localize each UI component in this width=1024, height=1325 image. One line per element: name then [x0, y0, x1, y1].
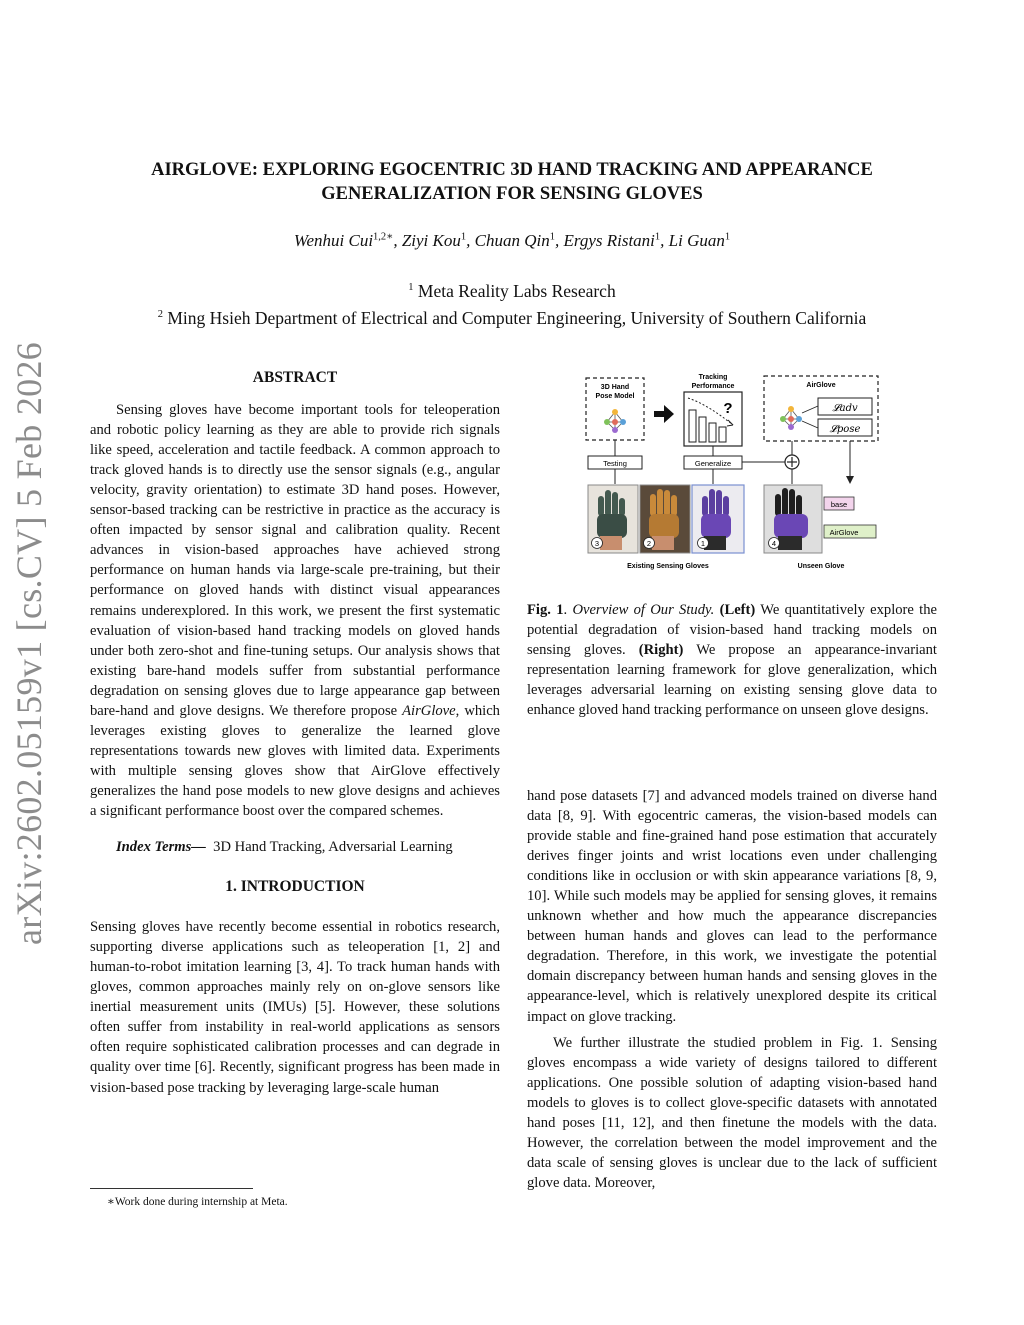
glove-number: 3 [594, 539, 600, 548]
neural-network-icon [780, 406, 802, 430]
unseen-glove-label: Unseen Glove [797, 563, 845, 570]
affiliation-2: $^2$ Ming Hsieh Department of Electrical and Computer Engineering, University of Southern California [157, 307, 867, 328]
title-line-1: AIRGLOVE: EXPLORING EGOCENTRIC 3D HAND TRACKING AND APPEARANCE [151, 160, 873, 180]
tracking-label-1: Tracking [698, 374, 728, 381]
perf-bar [699, 417, 706, 442]
airglove-tag-label: AirGlove [829, 528, 859, 537]
glove-number: 1 [700, 539, 706, 548]
author: Li Guan$^1$ [668, 230, 731, 250]
perf-bar [719, 427, 726, 442]
intro-paragraph-3: We further illustrate the studied problem in Fig. 1. Sensing gloves encompass a wide variety of designs tailored to different applications. One possible solution of adapting vision-based hand models to gloves is to collect glove-specific datasets with annotated hand poses [11, 12], and then finetune the models with the data. However, the correlation between the model improvement and the data scale of sensing gloves is unclear due to the lack of sufficient glove data. Moreover, [527, 1034, 937, 1191]
footnote: ∗Work done during internship at Meta. [107, 1196, 288, 1208]
figure-1 [578, 368, 890, 578]
figure-caption: Fig. 1. Overview of Our Study. (Left) We quantitatively explore the potential degradation of vision-based hand tracking models on sensing gloves. (Right) We propose an appearance-invariant representation learning framework for glove generalization, which leverages adversarial learning on existing sensing glove data to enhance gloved hand tracking performance on unseen glove designs. [527, 602, 938, 718]
glove-number: 4 [771, 539, 777, 548]
testing-label: Testing [603, 459, 627, 468]
author: Ziyi Kou$^1$, [401, 230, 475, 250]
glove-number: 2 [646, 539, 652, 548]
perf-bar [709, 423, 716, 442]
author: Ergys Ristani$^1$, [563, 230, 669, 250]
abstract-heading: ABSTRACT [252, 369, 338, 386]
introduction-heading: 1. INTRODUCTION [225, 878, 365, 896]
base-tag-label: base [830, 500, 848, 509]
arxiv-identifier: arXiv:2602.05159v1 [cs.CV] 5 Feb 2026 [9, 341, 49, 945]
author-list [80, 230, 944, 251]
footnote-rule [90, 1188, 253, 1189]
affiliation-1: $^1$ Meta Reality Labs Research [408, 280, 616, 301]
right-column [527, 786, 937, 1193]
neural-network-icon [604, 409, 626, 433]
right-arrow-icon [654, 405, 674, 423]
intro-paragraph-2: hand pose datasets [7] and advanced models trained on diverse hand data [8, 9]. With egocentric cameras, the vision-based models can provide stable and fine-grained hand pose estimation that accurately derives finger joints and wrist locations even under challenging conditions like in occlusion or with skin appearance variations [8, 9, 10]. While such models may be applied for sensing gloves, it remains unknown whether and how much the appearance discrepancies between human hands and gloves can lead to the performance degradation. Therefore, in this work, we investigate the potential domain discrepancy between human hands and sensing gloves in the appearance-level, which is relatively unexplored despite its critical impact on glove tracking. [527, 788, 937, 1025]
perf-bar [689, 410, 696, 442]
airglove-box-label: AirGlove [806, 382, 836, 389]
paper-title [80, 158, 944, 206]
intro-paragraph-1: Sensing gloves have recently become essential in robotics research, supporting diverse applications such as teleoperation [1, 2] and human-to-robot imitation learning [3, 4]. To track human hands with gloves, common approaches mainly rely on on-glove sensors like inertial measurement units (IMUs) [5]. However, these solutions often suffer from instability in real-world applications as sensors often require sophisticated calibration processes and can degrade in quality over time [6]. Recently, significant progress has been made in vision-based pose tracking by leveraging large-scale human [90, 919, 500, 1096]
pose-model-label-2: Pose Model [595, 393, 635, 400]
tracking-label-2: Performance [691, 383, 735, 390]
pose-loss-label: 𝓛pose [829, 424, 861, 435]
affiliations [80, 276, 944, 330]
title-line-2: GENERALIZATION FOR SENSING GLOVES [321, 184, 703, 204]
index-terms: Index Terms— 3D Hand Tracking, Adversarial Learning [116, 839, 453, 856]
adv-loss-label: 𝓛adv [832, 403, 858, 414]
existing-gloves-label: Existing Sensing Gloves [627, 563, 709, 570]
author: Chuan Qin$^1$, [474, 230, 564, 250]
pose-model-label-1: 3D Hand [600, 384, 630, 391]
abstract-text: Sensing gloves have become important tools for teleoperation and robotic policy learning as they are able to provide rich signals like speed, acceleration and tactile feedback. A common approach to track gloved hands is to directly use the sensor signals (e.g., angular velocity, gravity orientation) to estimate 3D hand poses. However, sensor-based tracking can be restrictive in practice as the accuracy is often impacted by sensor signal and calibration quality. Recent advances in vision-based approaches have achieved strong performance on human hands via large-scale pre-training, but their performance on gloved hands with distinct visual appearances remains underexplored. In this work, we present the first systematic evaluation of vision-based hand tracking models on gloved hands under both zero-shot and fine-tuning setups. Our analysis shows that existing bare-hand models suffer from substantial performance degradation on sensing gloves due to large appearance gap between bare-hand and glove designs. We therefore propose AirGlove, which leverages existing gloves to generalize the learned glove representations towards new gloves with limited data. Experiments with multiple sensing gloves show that AirGlove effectively generalizes the hand pose models to new glove designs and achieves a significant performance boost over the compared schemes. [90, 402, 500, 819]
question-mark: ? [723, 400, 733, 417]
left-column [90, 368, 500, 1098]
author: Wenhui Cui$^{1,2∗}$, [293, 230, 402, 250]
generalize-label: Generalize [694, 459, 732, 468]
